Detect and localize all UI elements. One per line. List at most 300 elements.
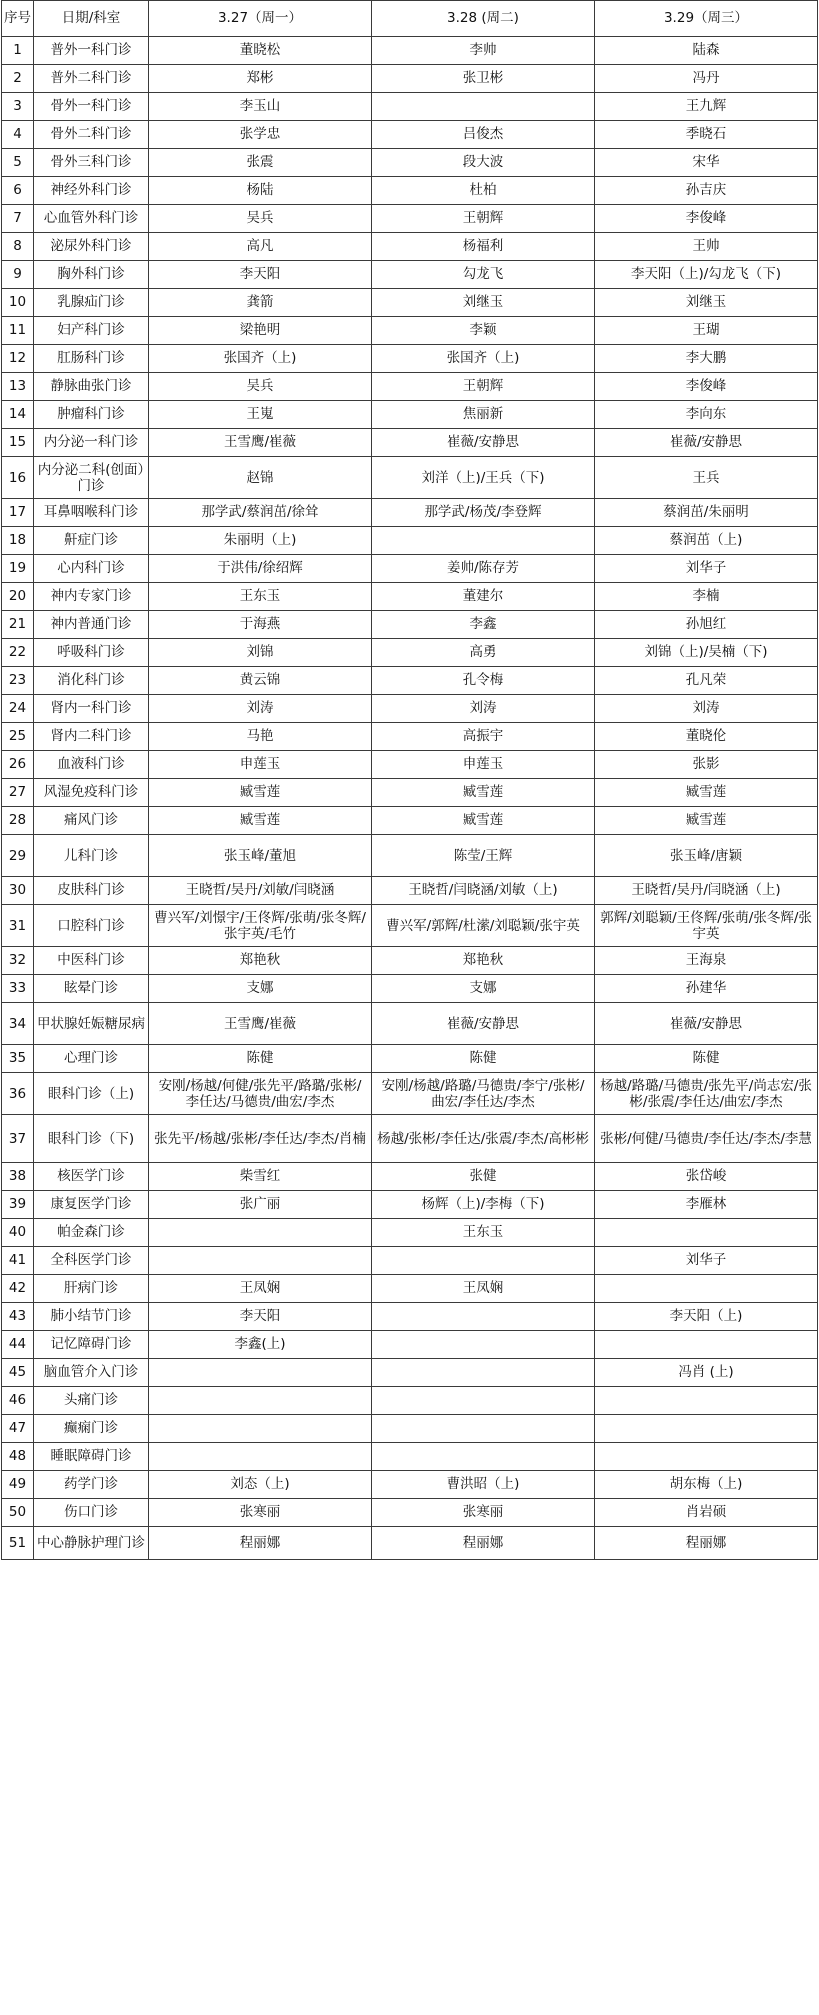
day1-doctor-cell: 郑艳秋: [149, 947, 372, 975]
dept-cell: 皮肤科门诊: [34, 877, 149, 905]
day3-doctor-cell: 张玉峰/唐颖: [595, 835, 818, 877]
dept-cell: 心理门诊: [34, 1045, 149, 1073]
day1-doctor-cell: 刘态（上): [149, 1471, 372, 1499]
dept-cell: 风湿免疫科门诊: [34, 779, 149, 807]
day2-doctor-cell: 张健: [372, 1163, 595, 1191]
day1-doctor-cell: 张玉峰/董旭: [149, 835, 372, 877]
day1-doctor-cell: [149, 1443, 372, 1471]
day1-doctor-cell: 刘涛: [149, 695, 372, 723]
row-index-cell: 27: [2, 779, 34, 807]
dept-cell: 全科医学门诊: [34, 1247, 149, 1275]
day3-doctor-cell: [595, 1219, 818, 1247]
row-index-cell: 20: [2, 583, 34, 611]
day2-doctor-cell: 支娜: [372, 975, 595, 1003]
table-row: [2, 947, 818, 975]
day1-doctor-cell: 王嵬: [149, 401, 372, 429]
table-row: [2, 667, 818, 695]
day1-doctor-cell: 李玉山: [149, 93, 372, 121]
row-index-cell: 31: [2, 905, 34, 947]
dept-cell: 消化科门诊: [34, 667, 149, 695]
day2-doctor-cell: [372, 93, 595, 121]
row-index-cell: 4: [2, 121, 34, 149]
dept-cell: 记忆障碍门诊: [34, 1331, 149, 1359]
table-row: [2, 835, 818, 877]
row-index-cell: 21: [2, 611, 34, 639]
dept-cell: 心内科门诊: [34, 555, 149, 583]
table-row: [2, 1415, 818, 1443]
table-row: [2, 121, 818, 149]
day3-doctor-cell: 王瑚: [595, 317, 818, 345]
day3-doctor-cell: 李楠: [595, 583, 818, 611]
dept-cell: 普外二科门诊: [34, 65, 149, 93]
day3-doctor-cell: [595, 1275, 818, 1303]
day1-doctor-cell: 张国齐（上): [149, 345, 372, 373]
table-row: [2, 317, 818, 345]
table-row: [2, 1331, 818, 1359]
day3-doctor-cell: 李天阳（上)/勾龙飞（下): [595, 261, 818, 289]
row-index-cell: 40: [2, 1219, 34, 1247]
dept-cell: 肛肠科门诊: [34, 345, 149, 373]
day2-doctor-cell: 董建尔: [372, 583, 595, 611]
table-row: [2, 1527, 818, 1560]
day3-doctor-cell: 季晓石: [595, 121, 818, 149]
table-row: [2, 1115, 818, 1163]
day2-doctor-cell: 王凤娴: [372, 1275, 595, 1303]
row-index-cell: 24: [2, 695, 34, 723]
table-row: [2, 1163, 818, 1191]
table-row: [2, 723, 818, 751]
dept-cell: 内分泌一科门诊: [34, 429, 149, 457]
table-row: [2, 583, 818, 611]
dept-cell: 脑血管介入门诊: [34, 1359, 149, 1387]
day2-doctor-cell: 焦丽新: [372, 401, 595, 429]
day2-doctor-cell: 刘洋（上)/王兵（下): [372, 457, 595, 499]
day2-doctor-cell: [372, 1303, 595, 1331]
row-index-cell: 26: [2, 751, 34, 779]
day3-doctor-cell: 崔薇/安静思: [595, 429, 818, 457]
dept-cell: 骨外二科门诊: [34, 121, 149, 149]
row-index-cell: 35: [2, 1045, 34, 1073]
dept-cell: 呼吸科门诊: [34, 639, 149, 667]
day1-doctor-cell: 王雪鹰/崔薇: [149, 429, 372, 457]
day1-doctor-cell: 刘锦: [149, 639, 372, 667]
day2-doctor-cell: [372, 1387, 595, 1415]
day2-doctor-cell: [372, 1359, 595, 1387]
table-row: [2, 401, 818, 429]
day3-doctor-cell: 王海泉: [595, 947, 818, 975]
table-row: [2, 807, 818, 835]
row-index-cell: 2: [2, 65, 34, 93]
day2-doctor-cell: 勾龙飞: [372, 261, 595, 289]
row-index-cell: 15: [2, 429, 34, 457]
day1-doctor-cell: 张先平/杨越/张彬/李任达/李杰/肖楠: [149, 1115, 372, 1163]
row-index-cell: 1: [2, 37, 34, 65]
day2-doctor-cell: [372, 1415, 595, 1443]
row-index-cell: 50: [2, 1499, 34, 1527]
row-index-cell: 13: [2, 373, 34, 401]
table-row: [2, 1387, 818, 1415]
day2-doctor-cell: 陈健: [372, 1045, 595, 1073]
dept-cell: 内分泌二科(创面）门诊: [34, 457, 149, 499]
dept-cell: 帕金森门诊: [34, 1219, 149, 1247]
day1-doctor-cell: 曹兴军/刘憬宇/王佟辉/张萌/张冬辉/张宇英/毛竹: [149, 905, 372, 947]
day1-doctor-cell: 董晓松: [149, 37, 372, 65]
table-row: [2, 37, 818, 65]
day1-doctor-cell: 那学武/蔡润茁/徐耸: [149, 499, 372, 527]
day3-doctor-cell: 肖岩硕: [595, 1499, 818, 1527]
row-index-cell: 6: [2, 177, 34, 205]
day1-doctor-cell: 柴雪红: [149, 1163, 372, 1191]
day3-doctor-cell: 王晓哲/吴丹/闫晓涵（上): [595, 877, 818, 905]
clinic-schedule-table: [1, 0, 818, 1560]
row-index-cell: 43: [2, 1303, 34, 1331]
table-row: [2, 1247, 818, 1275]
day3-doctor-cell: 胡东梅（上): [595, 1471, 818, 1499]
dept-cell: 胸外科门诊: [34, 261, 149, 289]
day1-doctor-cell: 张震: [149, 149, 372, 177]
table-row: [2, 429, 818, 457]
day3-doctor-cell: 臧雪莲: [595, 807, 818, 835]
dept-cell: 血液科门诊: [34, 751, 149, 779]
header-date-1: 3.27（周一）: [149, 1, 372, 37]
day3-doctor-cell: 李大鹏: [595, 345, 818, 373]
table-row: [2, 1073, 818, 1115]
table-row: [2, 1191, 818, 1219]
row-index-cell: 29: [2, 835, 34, 877]
row-index-cell: 51: [2, 1527, 34, 1560]
dept-cell: 睡眠障碍门诊: [34, 1443, 149, 1471]
table-row: [2, 177, 818, 205]
table-row: [2, 1499, 818, 1527]
day1-doctor-cell: 王雪鹰/崔薇: [149, 1003, 372, 1045]
header-date-3: 3.29（周三）: [595, 1, 818, 37]
dept-cell: 肾内一科门诊: [34, 695, 149, 723]
day2-doctor-cell: 李帅: [372, 37, 595, 65]
dept-cell: 神经外科门诊: [34, 177, 149, 205]
day1-doctor-cell: 郑彬: [149, 65, 372, 93]
day1-doctor-cell: 杨陆: [149, 177, 372, 205]
dept-cell: 伤口门诊: [34, 1499, 149, 1527]
day2-doctor-cell: 曹兴军/郭辉/杜潆/刘聪颖/张宇英: [372, 905, 595, 947]
day3-doctor-cell: 张彬/何健/马德贵/李任达/李杰/李慧: [595, 1115, 818, 1163]
row-index-cell: 46: [2, 1387, 34, 1415]
row-index-cell: 44: [2, 1331, 34, 1359]
row-index-cell: 36: [2, 1073, 34, 1115]
day3-doctor-cell: 刘继玉: [595, 289, 818, 317]
table-row: [2, 205, 818, 233]
row-index-cell: 33: [2, 975, 34, 1003]
dept-cell: 神内专家门诊: [34, 583, 149, 611]
day2-doctor-cell: 崔薇/安静思: [372, 429, 595, 457]
table-row: [2, 527, 818, 555]
dept-cell: 药学门诊: [34, 1471, 149, 1499]
table-row: [2, 499, 818, 527]
dept-cell: 普外一科门诊: [34, 37, 149, 65]
day3-doctor-cell: 蔡润茁/朱丽明: [595, 499, 818, 527]
row-index-cell: 37: [2, 1115, 34, 1163]
day3-doctor-cell: 程丽娜: [595, 1527, 818, 1560]
day3-doctor-cell: 王帅: [595, 233, 818, 261]
dept-cell: 耳鼻咽喉科门诊: [34, 499, 149, 527]
row-index-cell: 41: [2, 1247, 34, 1275]
dept-cell: 泌尿外科门诊: [34, 233, 149, 261]
day2-doctor-cell: 刘继玉: [372, 289, 595, 317]
table-row: [2, 1443, 818, 1471]
row-index-cell: 30: [2, 877, 34, 905]
day3-doctor-cell: [595, 1443, 818, 1471]
day2-doctor-cell: [372, 1443, 595, 1471]
day1-doctor-cell: 安刚/杨越/何健/张先平/路璐/张彬/李任达/马德贵/曲宏/李杰: [149, 1073, 372, 1115]
day2-doctor-cell: 安刚/杨越/路璐/马德贵/李宁/张彬/曲宏/李任达/李杰: [372, 1073, 595, 1115]
row-index-cell: 14: [2, 401, 34, 429]
day2-doctor-cell: 杨辉（上)/李梅（下): [372, 1191, 595, 1219]
table-row: [2, 751, 818, 779]
day2-doctor-cell: [372, 1331, 595, 1359]
day1-doctor-cell: [149, 1219, 372, 1247]
day2-doctor-cell: 臧雪莲: [372, 779, 595, 807]
header-row: [2, 1, 818, 37]
day1-doctor-cell: 王凤娴: [149, 1275, 372, 1303]
row-index-cell: 42: [2, 1275, 34, 1303]
row-index-cell: 16: [2, 457, 34, 499]
day2-doctor-cell: 崔薇/安静思: [372, 1003, 595, 1045]
day3-doctor-cell: 冯肖 (上): [595, 1359, 818, 1387]
dept-cell: 心血管外科门诊: [34, 205, 149, 233]
day3-doctor-cell: 臧雪莲: [595, 779, 818, 807]
day1-doctor-cell: 王晓哲/吴丹/刘敏/闫晓涵: [149, 877, 372, 905]
day3-doctor-cell: 孔凡荣: [595, 667, 818, 695]
dept-cell: 康复医学门诊: [34, 1191, 149, 1219]
day3-doctor-cell: 李向东: [595, 401, 818, 429]
row-index-cell: 8: [2, 233, 34, 261]
table-row: [2, 289, 818, 317]
day1-doctor-cell: 张广丽: [149, 1191, 372, 1219]
day1-doctor-cell: 于洪伟/徐绍辉: [149, 555, 372, 583]
table-row: [2, 975, 818, 1003]
day1-doctor-cell: 申莲玉: [149, 751, 372, 779]
day2-doctor-cell: [372, 527, 595, 555]
table-row: [2, 261, 818, 289]
day3-doctor-cell: 陆森: [595, 37, 818, 65]
table-row: [2, 1219, 818, 1247]
row-index-cell: 7: [2, 205, 34, 233]
row-index-cell: 11: [2, 317, 34, 345]
day3-doctor-cell: 陈健: [595, 1045, 818, 1073]
day2-doctor-cell: 陈莹/王辉: [372, 835, 595, 877]
table-row: [2, 93, 818, 121]
day3-doctor-cell: 王兵: [595, 457, 818, 499]
day3-doctor-cell: 王九辉: [595, 93, 818, 121]
dept-cell: 妇产科门诊: [34, 317, 149, 345]
day2-doctor-cell: 杨福利: [372, 233, 595, 261]
day1-doctor-cell: 李天阳: [149, 1303, 372, 1331]
table-row: [2, 695, 818, 723]
day1-doctor-cell: 龚箭: [149, 289, 372, 317]
table-row: [2, 779, 818, 807]
dept-cell: 痛风门诊: [34, 807, 149, 835]
day1-doctor-cell: 马艳: [149, 723, 372, 751]
dept-cell: 甲状腺妊娠糖尿病: [34, 1003, 149, 1045]
day2-doctor-cell: 程丽娜: [372, 1527, 595, 1560]
row-index-cell: 47: [2, 1415, 34, 1443]
day2-doctor-cell: 曹洪昭（上): [372, 1471, 595, 1499]
row-index-cell: 10: [2, 289, 34, 317]
day3-doctor-cell: 冯丹: [595, 65, 818, 93]
day2-doctor-cell: 李颖: [372, 317, 595, 345]
row-index-cell: 32: [2, 947, 34, 975]
table-row: [2, 65, 818, 93]
day1-doctor-cell: [149, 1359, 372, 1387]
table-row: [2, 555, 818, 583]
day3-doctor-cell: 刘华子: [595, 555, 818, 583]
dept-cell: 静脉曲张门诊: [34, 373, 149, 401]
day3-doctor-cell: 李俊峰: [595, 373, 818, 401]
day1-doctor-cell: 于海燕: [149, 611, 372, 639]
day3-doctor-cell: 郭辉/刘聪颖/王佟辉/张萌/张冬辉/张宇英: [595, 905, 818, 947]
table-row: [2, 233, 818, 261]
row-index-cell: 3: [2, 93, 34, 121]
dept-cell: 神内普通门诊: [34, 611, 149, 639]
row-index-cell: 5: [2, 149, 34, 177]
row-index-cell: 23: [2, 667, 34, 695]
day1-doctor-cell: [149, 1247, 372, 1275]
table-row: [2, 1359, 818, 1387]
day2-doctor-cell: 郑艳秋: [372, 947, 595, 975]
dept-cell: 眼科门诊（下): [34, 1115, 149, 1163]
day3-doctor-cell: 张影: [595, 751, 818, 779]
day2-doctor-cell: 杜柏: [372, 177, 595, 205]
day3-doctor-cell: 李雁林: [595, 1191, 818, 1219]
day1-doctor-cell: 张学忠: [149, 121, 372, 149]
dept-cell: 肝病门诊: [34, 1275, 149, 1303]
day1-doctor-cell: 陈健: [149, 1045, 372, 1073]
row-index-cell: 17: [2, 499, 34, 527]
day3-doctor-cell: 董晓伦: [595, 723, 818, 751]
table-row: [2, 1471, 818, 1499]
header-dept: 日期/科室: [34, 1, 149, 37]
dept-cell: 肾内二科门诊: [34, 723, 149, 751]
day2-doctor-cell: 王朝辉: [372, 205, 595, 233]
day1-doctor-cell: [149, 1415, 372, 1443]
day2-doctor-cell: 刘涛: [372, 695, 595, 723]
row-index-cell: 22: [2, 639, 34, 667]
table-row: [2, 373, 818, 401]
day2-doctor-cell: 高振宇: [372, 723, 595, 751]
header-index: 序号: [2, 1, 34, 37]
day3-doctor-cell: 张岱峻: [595, 1163, 818, 1191]
day3-doctor-cell: 孙吉庆: [595, 177, 818, 205]
table-row: [2, 905, 818, 947]
day2-doctor-cell: 臧雪莲: [372, 807, 595, 835]
dept-cell: 核医学门诊: [34, 1163, 149, 1191]
day3-doctor-cell: 刘华子: [595, 1247, 818, 1275]
dept-cell: 中心静脉护理门诊: [34, 1527, 149, 1560]
day2-doctor-cell: [372, 1247, 595, 1275]
day3-doctor-cell: 杨越/路璐/马德贵/张先平/尚志宏/张彬/张震/李任达/曲宏/李杰: [595, 1073, 818, 1115]
dept-cell: 肿瘤科门诊: [34, 401, 149, 429]
day1-doctor-cell: 赵锦: [149, 457, 372, 499]
day3-doctor-cell: 刘涛: [595, 695, 818, 723]
day2-doctor-cell: 吕俊杰: [372, 121, 595, 149]
row-index-cell: 18: [2, 527, 34, 555]
day3-doctor-cell: 蔡润茁（上): [595, 527, 818, 555]
dept-cell: 乳腺疝门诊: [34, 289, 149, 317]
day1-doctor-cell: 梁艳明: [149, 317, 372, 345]
day2-doctor-cell: 杨越/张彬/李任达/张震/李杰/高彬彬: [372, 1115, 595, 1163]
table-row: [2, 1003, 818, 1045]
day1-doctor-cell: 吴兵: [149, 373, 372, 401]
dept-cell: 癫痫门诊: [34, 1415, 149, 1443]
dept-cell: 口腔科门诊: [34, 905, 149, 947]
row-index-cell: 38: [2, 1163, 34, 1191]
row-index-cell: 19: [2, 555, 34, 583]
day2-doctor-cell: 姜帅/陈存芳: [372, 555, 595, 583]
day1-doctor-cell: [149, 1387, 372, 1415]
table-row: [2, 149, 818, 177]
row-index-cell: 45: [2, 1359, 34, 1387]
dept-cell: 中医科门诊: [34, 947, 149, 975]
day2-doctor-cell: 王晓哲/闫晓涵/刘敏（上): [372, 877, 595, 905]
dept-cell: 鼾症门诊: [34, 527, 149, 555]
row-index-cell: 28: [2, 807, 34, 835]
header-date-2: 3.28 (周二): [372, 1, 595, 37]
day2-doctor-cell: 张卫彬: [372, 65, 595, 93]
dept-cell: 儿科门诊: [34, 835, 149, 877]
day2-doctor-cell: 高勇: [372, 639, 595, 667]
dept-cell: 骨外一科门诊: [34, 93, 149, 121]
row-index-cell: 48: [2, 1443, 34, 1471]
day1-doctor-cell: 臧雪莲: [149, 779, 372, 807]
day1-doctor-cell: 臧雪莲: [149, 807, 372, 835]
dept-cell: 眼科门诊（上): [34, 1073, 149, 1115]
day1-doctor-cell: 高凡: [149, 233, 372, 261]
dept-cell: 骨外三科门诊: [34, 149, 149, 177]
day3-doctor-cell: 孙建华: [595, 975, 818, 1003]
day3-doctor-cell: 孙旭红: [595, 611, 818, 639]
day2-doctor-cell: 张国齐（上): [372, 345, 595, 373]
day2-doctor-cell: 孔令梅: [372, 667, 595, 695]
day3-doctor-cell: 崔薇/安静思: [595, 1003, 818, 1045]
table-row: [2, 611, 818, 639]
table-row: [2, 1275, 818, 1303]
day3-doctor-cell: 宋华: [595, 149, 818, 177]
row-index-cell: 9: [2, 261, 34, 289]
table-row: [2, 1045, 818, 1073]
table-row: [2, 639, 818, 667]
day1-doctor-cell: 王东玉: [149, 583, 372, 611]
day1-doctor-cell: 支娜: [149, 975, 372, 1003]
day1-doctor-cell: 朱丽明（上): [149, 527, 372, 555]
day2-doctor-cell: 王东玉: [372, 1219, 595, 1247]
day2-doctor-cell: 那学武/杨茂/李登辉: [372, 499, 595, 527]
day1-doctor-cell: 张寒丽: [149, 1499, 372, 1527]
day1-doctor-cell: 李鑫(上): [149, 1331, 372, 1359]
row-index-cell: 12: [2, 345, 34, 373]
dept-cell: 眩晕门诊: [34, 975, 149, 1003]
day3-doctor-cell: 刘锦（上)/吴楠（下): [595, 639, 818, 667]
day1-doctor-cell: 程丽娜: [149, 1527, 372, 1560]
row-index-cell: 34: [2, 1003, 34, 1045]
table-row: [2, 457, 818, 499]
day2-doctor-cell: 李鑫: [372, 611, 595, 639]
day2-doctor-cell: 申莲玉: [372, 751, 595, 779]
table-row: [2, 877, 818, 905]
day1-doctor-cell: 李天阳: [149, 261, 372, 289]
day3-doctor-cell: [595, 1415, 818, 1443]
day1-doctor-cell: 吴兵: [149, 205, 372, 233]
day2-doctor-cell: 张寒丽: [372, 1499, 595, 1527]
dept-cell: 头痛门诊: [34, 1387, 149, 1415]
